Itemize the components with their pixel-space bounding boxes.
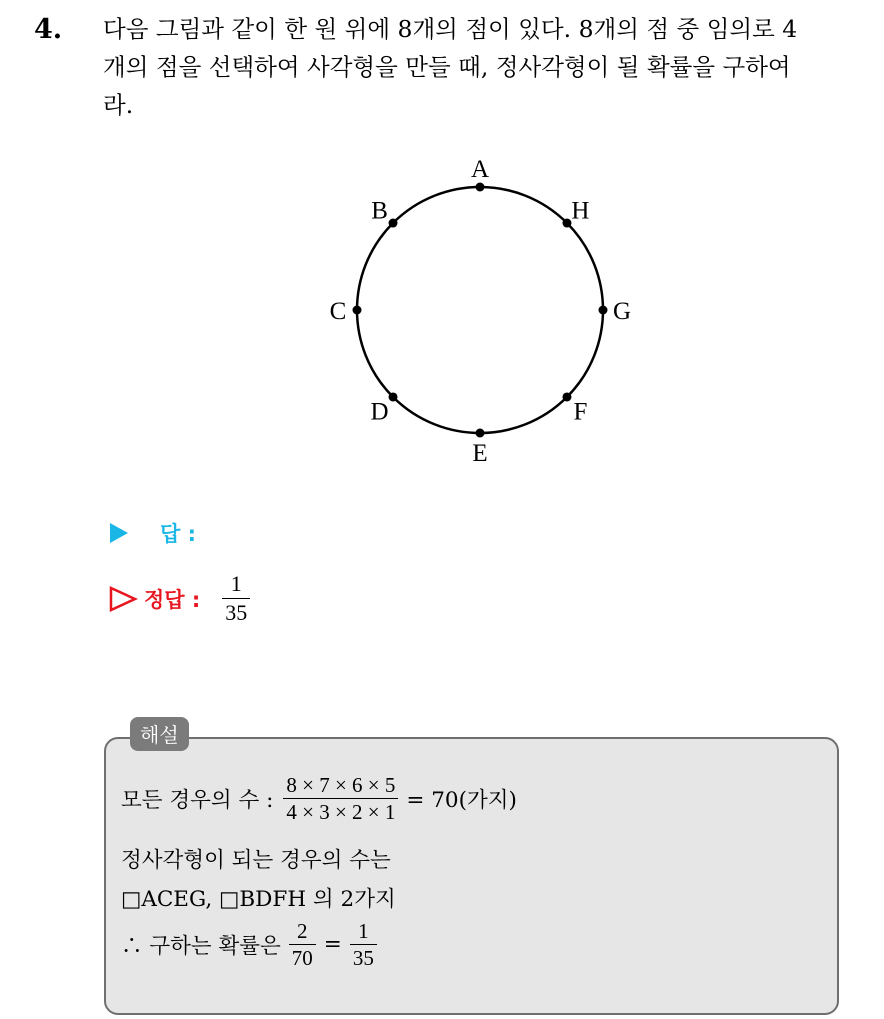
probability-result-fraction (350, 918, 377, 971)
point-label-b: B (371, 197, 388, 225)
answer-label: 답 : (160, 522, 196, 546)
question-line: 개의 점을 선택하여 사각형을 만들 때, 정사각형이 될 확률을 구하여 (103, 53, 791, 81)
probability-label: ∴ 구하는 확률은 (121, 934, 281, 959)
point-label-a: A (470, 156, 490, 183)
point-label-g: G (612, 298, 632, 325)
question-number: 4. (34, 14, 63, 45)
point-a-dot (476, 183, 485, 192)
explanation-tag: 해설 (130, 717, 189, 751)
point-b-dot (389, 219, 398, 228)
total-cases-result: = 70(가지) (406, 788, 517, 813)
point-g-dot (599, 306, 608, 315)
explanation-line-1 (121, 772, 517, 825)
point-label-h: H (571, 197, 590, 225)
point-f-dot (562, 392, 571, 401)
explanation-line-3: □ACEG, □BDFH 의 2가지 (121, 887, 396, 912)
play-triangle-icon (108, 521, 130, 545)
fraction-denominator: 70 (289, 944, 316, 971)
question-line: 라. (103, 91, 134, 119)
correct-answer-fraction (222, 570, 250, 627)
explanation-line-4 (121, 918, 377, 971)
probability-fraction (289, 918, 316, 971)
total-cases-label: 모든 경우의 수 : (121, 788, 274, 813)
fraction-numerator: 1 (358, 919, 369, 943)
outline-triangle-icon (108, 585, 138, 613)
point-c-dot (353, 306, 362, 315)
fraction-denominator: 4 × 3 × 2 × 1 (283, 798, 398, 825)
question-line: 다음 그림과 같이 한 원 위에 8개의 점이 있다. 8개의 점 중 임의로 4 (103, 15, 798, 43)
fraction-denominator: 35 (222, 598, 250, 627)
point-h-dot (562, 219, 571, 228)
point-label-d: D (370, 398, 389, 426)
point-label-e: E (472, 440, 488, 467)
point-d-dot (389, 392, 398, 401)
point-e-dot (476, 429, 485, 438)
fraction-denominator: 35 (350, 944, 377, 971)
fraction-numerator: 1 (230, 571, 242, 596)
correct-answer-label: 정답 : (144, 587, 201, 612)
explanation-line-2: 정사각형이 되는 경우의 수는 (121, 848, 391, 873)
answer-row (108, 518, 196, 548)
equals-sign: = (323, 932, 342, 957)
circle-figure (0, 0, 884, 500)
combination-fraction (283, 772, 398, 825)
point-label-f: F (573, 398, 588, 426)
fraction-numerator: 2 (297, 919, 308, 943)
correct-answer-row (108, 570, 250, 627)
fraction-numerator: 8 × 7 × 6 × 5 (286, 773, 396, 797)
point-label-c: C (329, 298, 347, 325)
